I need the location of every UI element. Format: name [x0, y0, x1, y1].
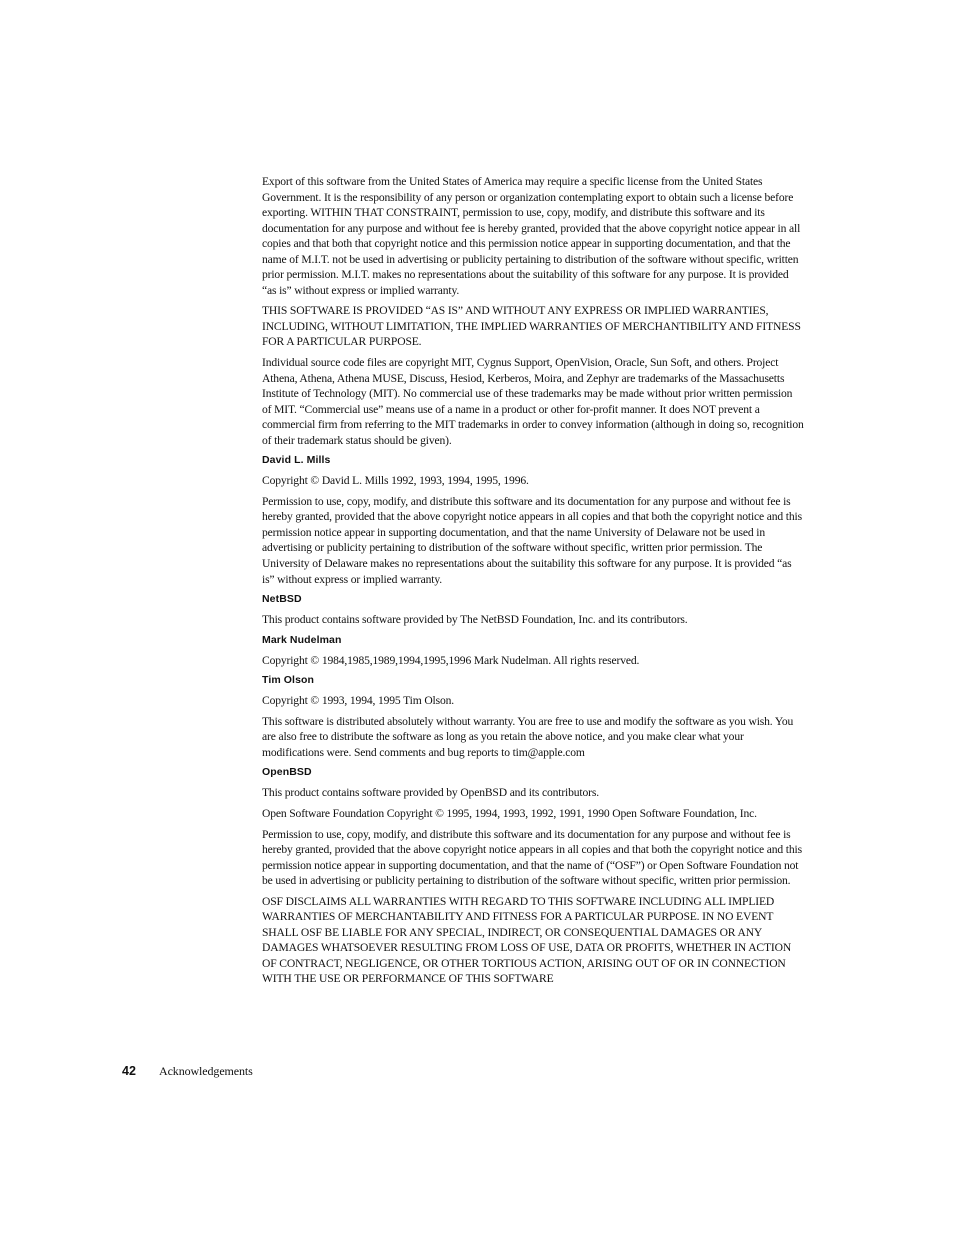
- heading-tim-olson: Tim Olson: [262, 674, 315, 687]
- nudelman-copyright: Copyright © 1984,1985,1989,1994,1995,1996 Mark Nudelman. All rights reserved.: [262, 653, 640, 667]
- mills-permission: Permission to use, copy, modify, and distribute this software and its documentation for any purpose and without fee is hereby granted, provided that the above copyright notice appears in all copies and that both the copyright notice and this permission notice appear in supporting documentation, and that the name University of Delaware not be used in advertising or publicity pertaining to distribution of the software without specific, written prior permission. The University of Delaware makes no representations about the suitability this software for any purpose. It is provided “as is” without express or implied warranty.: [262, 494, 802, 586]
- netbsd-text: This product contains software provided by The NetBSD Foundation, Inc. and its contributors.: [262, 613, 688, 627]
- mit-warranty-paragraph: THIS SOFTWARE IS PROVIDED “AS IS” AND WITHOUT ANY EXPRESS OR IMPLIED WARRANTIES, INCLUDING, WITHOUT LIMITATION, THE IMPLIED WARRANTIES OF MERCHANTIBILITY AND FITNESS FOR A PARTICULAR PURPOSE.: [262, 304, 801, 349]
- mit-trademark-paragraph: Individual source code files are copyright MIT, Cygnus Support, OpenVision, Oracle, Sun Soft, and others. Project Athena, Athena, Athena MUSE, Discuss, Hesiod, Kerberos, Moira, and Zephyr are trademarks of the Massachusetts Institute of Technology (MIT). No commercial use of these trademarks may be made without prior written permission of MIT. “Commercial use” means use of a name in a product or other for-profit manner. It does NOT prevent a commercial firm from referring to the MIT trademarks in order to convey information (although in doing so, recognition of their trademark status should be given).: [262, 356, 804, 447]
- osf-copyright: Open Software Foundation Copyright © 1995, 1994, 1993, 1992, 1991, 1990 Open Software Foundation, Inc.: [262, 806, 757, 820]
- acknowledgements-body: [262, 174, 804, 992]
- olson-copyright: Copyright © 1993, 1994, 1995 Tim Olson.: [262, 694, 455, 708]
- footer-section-title: Acknowledgements: [159, 1064, 253, 1078]
- heading-openbsd: OpenBSD: [262, 766, 312, 779]
- page-number: 42: [122, 1064, 136, 1078]
- heading-david-mills: David L. Mills: [262, 454, 331, 467]
- mills-copyright: Copyright © David L. Mills 1992, 1993, 1994, 1995, 1996.: [262, 474, 529, 488]
- heading-netbsd: NetBSD: [262, 593, 302, 606]
- osf-permission: Permission to use, copy, modify, and distribute this software and its documentation for any purpose and without fee is hereby granted, provided that the above copyright notice appears in all copies and that both the copyright notice and this permission notice appear in supporting documentation, and that the name of (“OSF”) or Open Software Foundation not be used in advertising or publicity pertaining to distribution of the software without specific, written prior permission.: [262, 827, 802, 888]
- olson-text: This software is distributed absolutely without warranty. You are free to use and modify the software as you wish. You are also free to distribute the software as long as you retain the above notice, and you make clear what your modifications were. Send comments and bug reports to tim@apple.com: [262, 714, 794, 759]
- osf-disclaimer: OSF DISCLAIMS ALL WARRANTIES WITH REGARD TO THIS SOFTWARE INCLUDING ALL IMPLIED WARRANTIES OF MERCHANTABILITY AND FITNESS FOR A PARTICULAR PURPOSE. IN NO EVENT SHALL OSF BE LIABLE FOR ANY SPECIAL, INDIRECT, OR CONSEQUENTIAL DAMAGES OR ANY DAMAGES WHATSOEVER RESULTING FROM LOSS OF USE, DATA OR PROFITS, WHETHER IN ACTION OF CONTRACT, NEGLIGENCE, OR OTHER TORTIOUS ACTION, ARISING OUT OF OR IN CONNECTION WITH THE USE OR PERFORMANCE OF THIS SOFTWARE: [262, 894, 792, 986]
- mit-export-paragraph: Export of this software from the United States of America may require a specific license from the United States Government. It is the responsibility of any person or organization contemplating export to obtain such a license before exporting. WITHIN THAT CONSTRAINT, permission to use, copy, modify, and distribute this software and its documentation for any purpose and without fee is hereby granted, provided that the above copyright notice appear in all copies and that both that copyright notice and this permission notice appear in supporting documentation, and that the name of M.I.T. not be used in advertising or publicity pertaining to distribution of the software without specific, written prior permission. M.I.T. makes no representations about the suitability of this software for any purpose. It is provided “as is” without express or implied warranty.: [262, 175, 801, 297]
- page-footer: [122, 1063, 422, 1079]
- heading-mark-nudelman: Mark Nudelman: [262, 633, 342, 646]
- openbsd-text: This product contains software provided by OpenBSD and its contributors.: [262, 786, 599, 800]
